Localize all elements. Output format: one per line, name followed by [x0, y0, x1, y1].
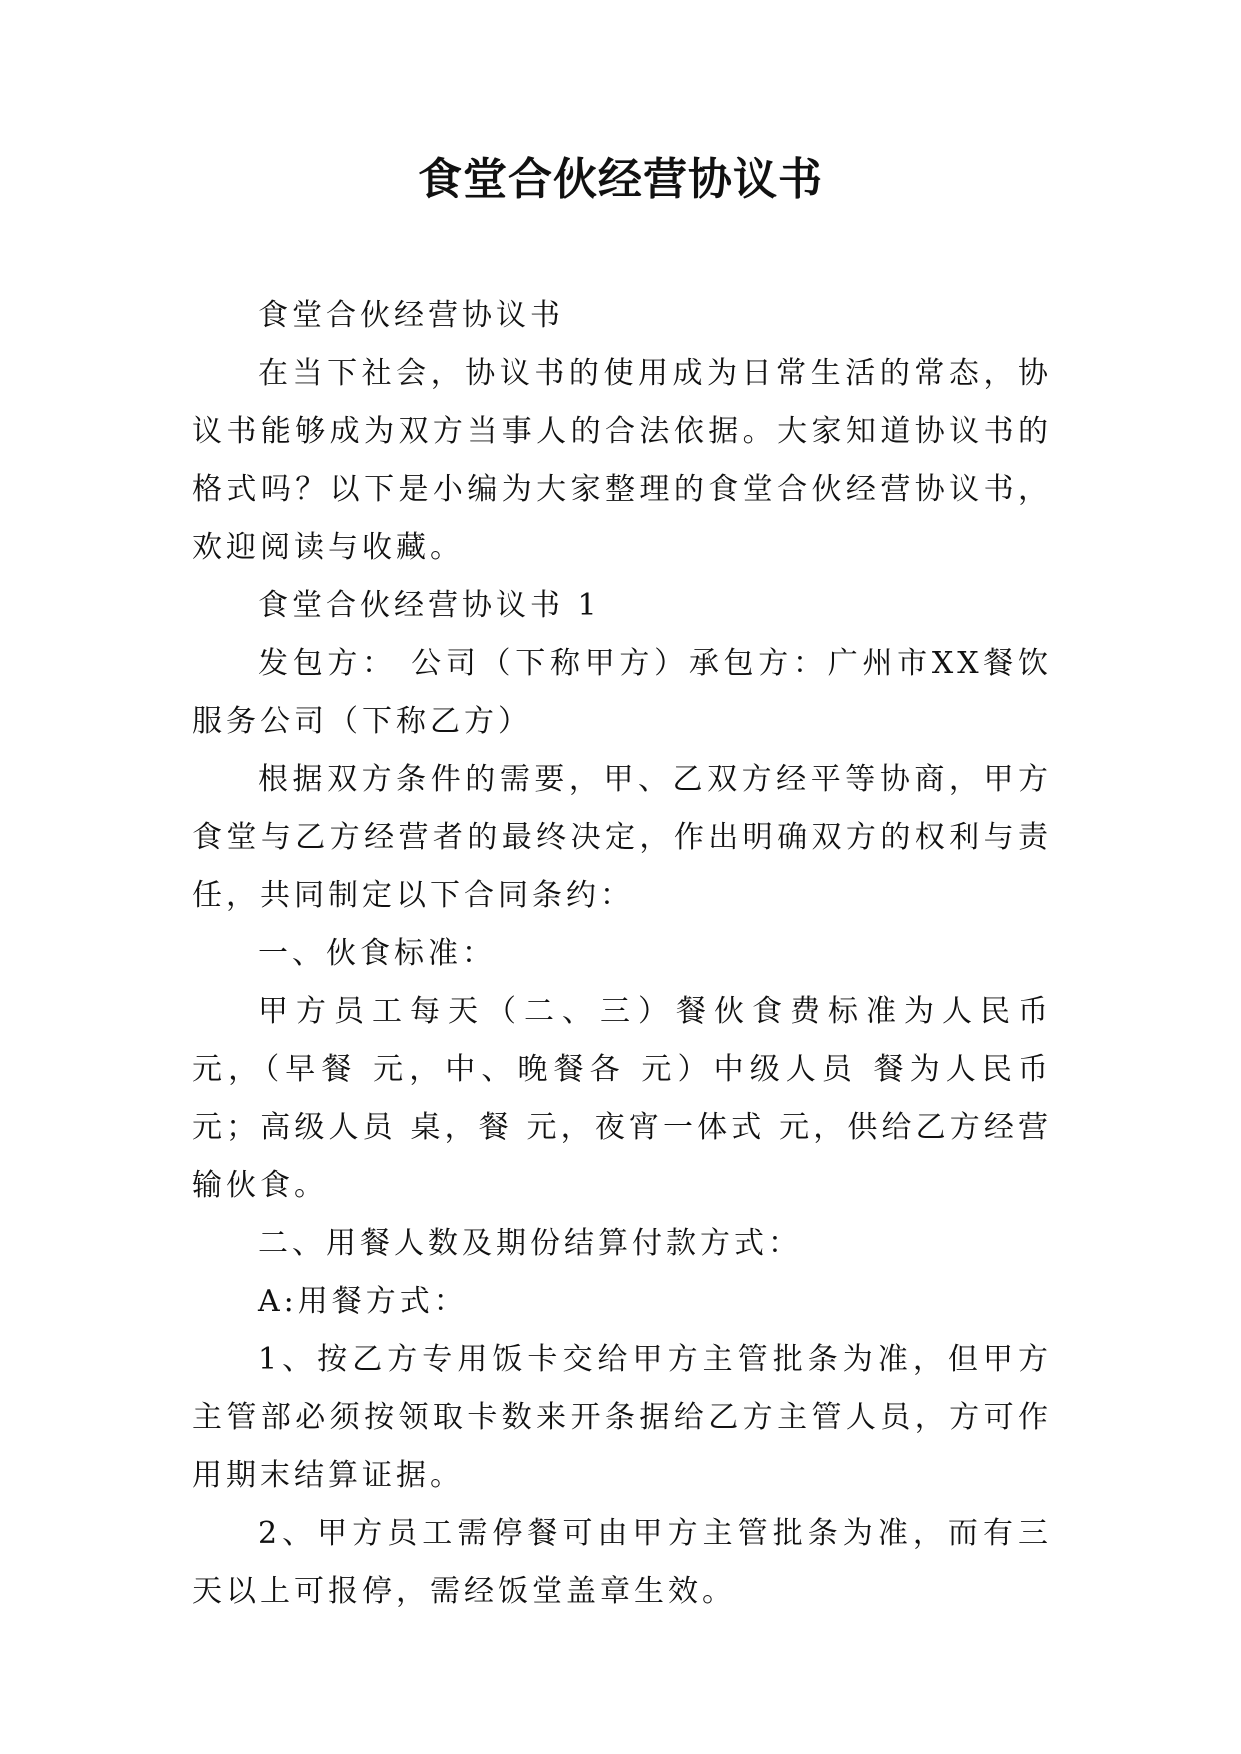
paragraph-preamble: 根据双方条件的需要，甲、乙双方经平等协商，甲方食堂与乙方经营者的最终决定，作出明确双方的权利与责任，共同制定以下合同条约： — [192, 762, 1052, 913]
paragraph-item-2: 2、甲方员工需停餐可由甲方主管批条为准，而有三天以上可报停，需经饭堂盖章生效。 — [192, 1516, 1052, 1609]
paragraph-section-1-heading: 一、伙食标准： — [258, 936, 496, 971]
paragraph-item-1: 1、按乙方专用饭卡交给甲方主管批条为准，但甲方主管部必须按领取卡数来开条据给乙方主管人员，方可作用期末结算证据。 — [192, 1342, 1052, 1493]
paragraph-parties: 发包方： 公司（下称甲方）承包方：广州市XX餐饮服务公司（下称乙方） — [192, 646, 1052, 739]
document-body — [192, 287, 1052, 1621]
paragraph-section-2-heading: 二、用餐人数及期份结算付款方式： — [258, 1226, 802, 1261]
paragraph-meal-standard: 甲方员工每天（二、三）餐伙食费标准为人民币 元，（早餐 元，中、晚餐各 元）中级人员 餐为人民币 元；高级人员 桌，餐 元，夜宵一体式 元，供给乙方经营输伙食。 — [192, 994, 1052, 1203]
paragraph-heading: 食堂合伙经营协议书 — [258, 298, 564, 333]
paragraph-intro: 在当下社会，协议书的使用成为日常生活的常态，协议书能够成为双方当事人的合法依据。大家知道协议书的格式吗？以下是小编为大家整理的食堂合伙经营协议书，欢迎阅读与收藏。 — [192, 356, 1052, 565]
document-title: 食堂合伙经营协议书 — [418, 154, 823, 205]
paragraph-agreement-title: 食堂合伙经营协议书 1 — [258, 588, 601, 623]
paragraph-subsection-a: A:用餐方式： — [258, 1284, 468, 1319]
